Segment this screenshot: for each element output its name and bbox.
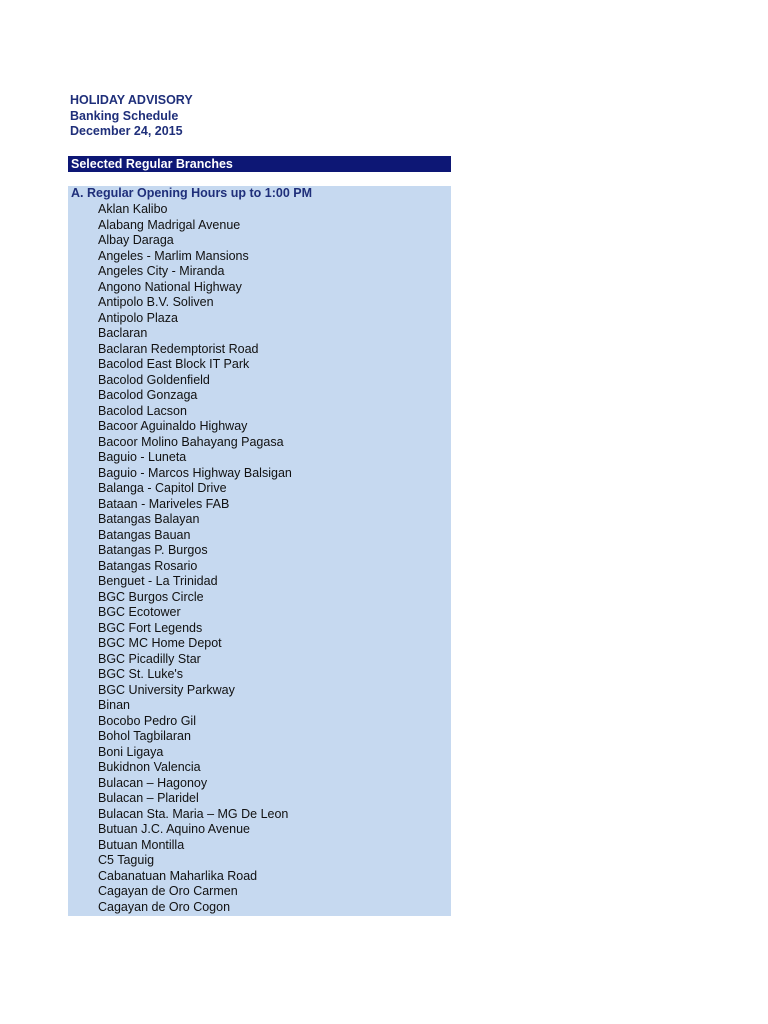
branch-list-item: C5 Taguig — [98, 853, 155, 867]
branch-list-item: Antipolo Plaza — [98, 310, 178, 325]
branch-list-item: Albay Daraga — [98, 233, 174, 247]
branch-list-item: Angono National Highway — [98, 279, 242, 294]
section-banner: Selected Regular Branches — [68, 156, 451, 172]
branch-list-item: BGC St. Luke's — [98, 667, 184, 681]
branch-list-item: Bacolod Goldenfield — [98, 372, 210, 387]
branch-list-item: Cabanatuan Maharlika Road — [98, 868, 258, 883]
branch-list-item: Bacolod Lacson — [98, 403, 187, 418]
branch-list-item: Angeles City - Miranda — [98, 264, 225, 278]
branch-list-item: Bulacan – Hagonoy — [98, 775, 208, 790]
branch-list-item: Antipolo B.V. Soliven — [98, 295, 214, 309]
branch-list-item: Batangas Rosario — [98, 558, 198, 573]
branch-list-item: Bukidnon Valencia — [98, 760, 201, 774]
branch-list-item: Baguio - Marcos Highway Balsigan — [98, 465, 292, 480]
branch-list-item: Binan — [98, 698, 130, 712]
branch-list-item: Baclaran Redemptorist Road — [98, 341, 259, 356]
branch-list-item: Batangas P. Burgos — [98, 543, 208, 557]
branch-list-item: BGC Ecotower — [98, 605, 181, 619]
branch-list-item: Bacolod East Block IT Park — [98, 357, 250, 371]
branch-list — [98, 202, 292, 915]
branch-list-item: Baclaran — [98, 326, 148, 340]
section-a-title: A. Regular Opening Hours up to 1:00 PM — [71, 186, 312, 200]
branch-list-item: Batangas Balayan — [98, 512, 200, 526]
branch-list-item: Bacolod Gonzaga — [98, 388, 198, 402]
branch-list-item: BGC University Parkway — [98, 682, 235, 697]
branch-list-item: Batangas Bauan — [98, 527, 191, 542]
branch-list-item: BGC Burgos Circle — [98, 589, 204, 604]
branch-list-item: Aklan Kalibo — [98, 202, 168, 216]
branch-list-item: Balanga - Capitol Drive — [98, 481, 227, 495]
branch-list-item: Butuan J.C. Aquino Avenue — [98, 822, 250, 836]
advisory-title: HOLIDAY ADVISORY — [70, 93, 193, 107]
advisory-date: December 24, 2015 — [70, 124, 183, 138]
branch-list-item: Cagayan de Oro Cogon — [98, 899, 231, 914]
branch-list-item: Bocobo Pedro Gil — [98, 713, 196, 728]
branch-list-item: Boni Ligaya — [98, 744, 164, 759]
branch-list-item: Baguio - Luneta — [98, 450, 187, 464]
branch-list-item: Butuan Montilla — [98, 837, 185, 852]
branch-list-item: Benguet - La Trinidad — [98, 574, 218, 588]
advisory-header — [70, 93, 193, 140]
branch-list-item: Bataan - Mariveles FAB — [98, 496, 230, 511]
branch-list-item: BGC Picadilly Star — [98, 651, 201, 666]
branch-list-item: BGC MC Home Depot — [98, 636, 222, 650]
branch-section-a — [68, 186, 451, 916]
branch-list-item: Bulacan – Plaridel — [98, 791, 199, 805]
advisory-subtitle: Banking Schedule — [70, 108, 179, 123]
branch-list-item: Alabang Madrigal Avenue — [98, 217, 241, 232]
branch-list-item: Bulacan Sta. Maria – MG De Leon — [98, 806, 289, 821]
branch-list-item: Bohol Tagbilaran — [98, 729, 191, 743]
branch-list-item: Cagayan de Oro Carmen — [98, 884, 238, 898]
branch-list-item: Angeles - Marlim Mansions — [98, 248, 249, 263]
branch-list-item: Bacoor Molino Bahayang Pagasa — [98, 434, 284, 449]
branch-list-item: Bacoor Aguinaldo Highway — [98, 419, 248, 433]
branch-list-item: BGC Fort Legends — [98, 620, 203, 635]
